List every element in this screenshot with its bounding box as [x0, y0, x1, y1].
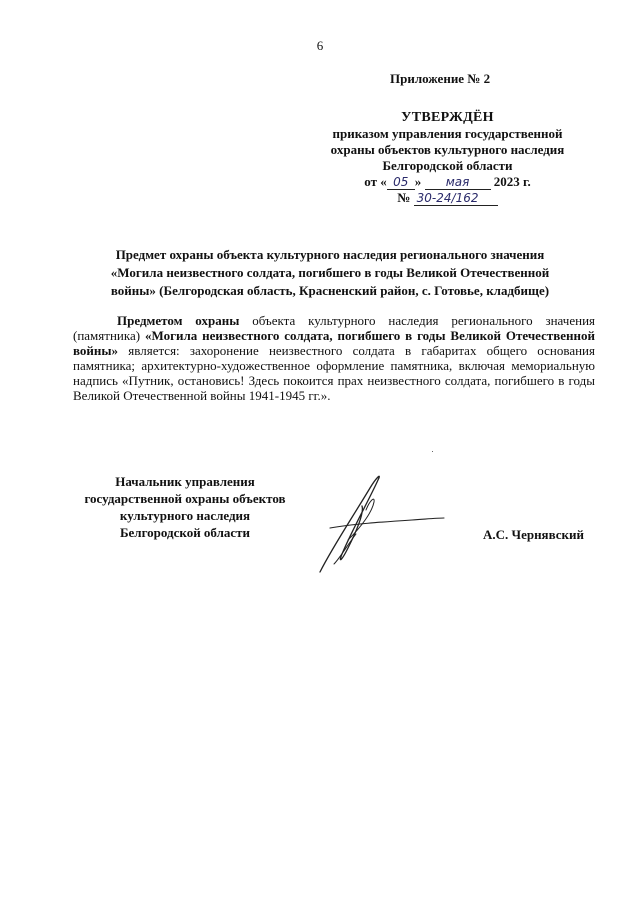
date-separator: » [414, 174, 422, 189]
handwritten-signature [312, 468, 452, 578]
signer-position-line-2: государственной охраны объектов [84, 491, 286, 506]
body-lead-bold: Предметом охраны [117, 313, 240, 328]
page-number: 6 [316, 38, 324, 53]
date-prefix: от « [364, 174, 387, 189]
date-day-handwritten: 05 [387, 175, 415, 190]
date-year: 2023 г. [493, 174, 531, 189]
signer-position-line-1: Начальник управления [115, 474, 255, 489]
approval-block [310, 110, 585, 206]
scan-dot [432, 451, 433, 452]
approval-line-1: приказом управления государственной [332, 126, 563, 141]
number-prefix: № [397, 190, 411, 205]
signer-name: А.С. Чернявский [483, 527, 585, 542]
body-paragraph [73, 313, 595, 403]
approval-line-3: Белгородской области [382, 158, 513, 173]
title-line-1: Предмет охраны объекта культурного наследия регионального значения [115, 247, 545, 262]
body-object-name: «Могила неизвестного солдата, погибшего в годы Великой Отечественной войны» [73, 328, 595, 358]
date-month-handwritten: мая [425, 175, 491, 190]
approval-number [310, 190, 585, 206]
appendix-label: Приложение № 2 [390, 71, 491, 86]
document-title [80, 246, 580, 300]
body-text-1: объекта культурного наследия регионального значения (памятника) [73, 313, 596, 343]
approval-line-2: охраны объектов культурного наследия [330, 142, 565, 157]
number-handwritten: 30-24/162 [414, 191, 498, 206]
signer-position-line-3: культурного наследия [119, 508, 251, 523]
title-line-3: войны» (Белгородская область, Красненский район, с. Готовье, кладбище) [110, 283, 550, 298]
title-line-2: «Могила неизвестного солдата, погибшего в годы Великой Отечественной [110, 265, 550, 280]
approval-date [310, 174, 585, 190]
signer-position-line-4: Белгородской области [119, 525, 251, 540]
approved-heading: УТВЕРЖДЁН [401, 110, 494, 125]
body-text-2: является: захоронение неизвестного солдата в габаритах общего основания памятника; архитектурно-художественное оформление памятника, включая мемориальную надпись «Путник, остановись! Здесь покоится прах неизвестного солдата, погибшего в годы Великой Отечественной войны 1941-1945 гг.». [73, 343, 595, 403]
signer-position [60, 473, 310, 541]
